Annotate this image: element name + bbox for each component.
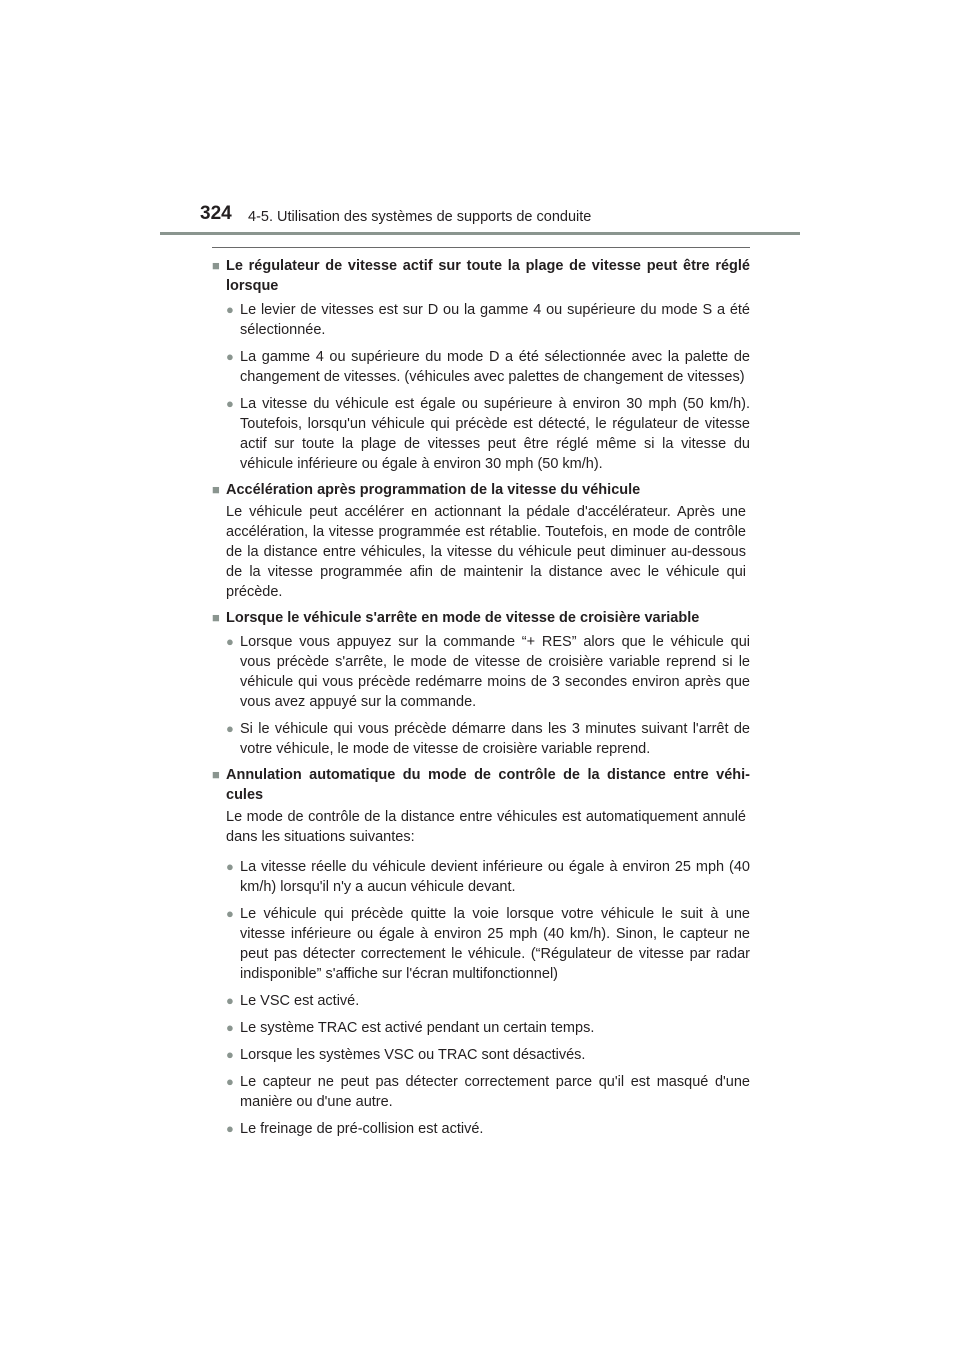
bullet-list <box>212 632 754 759</box>
section-heading-text: Accélération après programmation de la vitesse du véhicule <box>226 482 641 498</box>
page-header <box>0 0 960 240</box>
square-bullet-icon: ■ <box>212 610 220 625</box>
list-item-text: Lorsque les systèmes VSC ou TRAC sont désactivés. <box>240 1047 586 1063</box>
page-number: 324 <box>200 203 232 224</box>
round-bullet-icon: ● <box>226 1121 234 1136</box>
bullet-list <box>212 857 754 1139</box>
section-heading-text: Lorsque le véhicule s'arrête en mode de vitesse de croisière variable <box>226 610 700 626</box>
round-bullet-icon: ● <box>226 721 234 736</box>
list-item <box>212 1045 754 1065</box>
list-item-text: Le système TRAC est activé pendant un certain temps. <box>240 1020 595 1036</box>
section-heading <box>212 765 754 805</box>
round-bullet-icon: ● <box>226 302 234 317</box>
round-bullet-icon: ● <box>226 396 234 411</box>
list-item <box>212 1072 754 1112</box>
list-item <box>212 632 754 712</box>
list-item <box>212 347 754 387</box>
list-item-text: Le levier de vitesses est sur D ou la gamme 4 ou supérieure du mode S a été sélectionnée. <box>240 302 750 338</box>
list-item <box>212 991 754 1011</box>
list-item-text: Le capteur ne peut pas détecter correctement parce qu'il est masqué d'une manière ou d'une autre. <box>240 1074 750 1110</box>
list-item-text: Le freinage de pré-collision est activé. <box>240 1121 484 1137</box>
round-bullet-icon: ● <box>226 634 234 649</box>
list-item <box>212 394 754 474</box>
header-rule <box>160 232 800 235</box>
square-bullet-icon: ■ <box>212 767 220 782</box>
list-item-text: Le véhicule qui précède quitte la voie lorsque votre véhicule le suit à une vitesse inférieure ou égale à environ 25 mph (40 km/h). Sinon, le capteur ne peut pas détecter correctement le véhicule. (“Régulateur de vitesse par radar indisponible” s'affiche sur l'écran multifonctionnel) <box>240 906 750 982</box>
square-bullet-icon: ■ <box>212 482 220 497</box>
list-item <box>212 719 754 759</box>
list-item-text: Le VSC est activé. <box>240 993 360 1009</box>
list-item <box>212 300 754 340</box>
list-item <box>212 1119 754 1139</box>
document-body <box>212 256 754 1145</box>
list-item <box>212 1018 754 1038</box>
bullet-list <box>212 300 754 474</box>
section <box>212 480 754 602</box>
section-heading <box>212 608 754 628</box>
section-paragraph: Le véhicule peut accélérer en actionnant la pédale d'accélérateur. Après une accélération, la vitesse programmée est rétablie. Toutefois, en mode de contrôle de la distance entre véhicules, la vitesse du véhicule peut diminuer au-dessous de la vitesse programmée afin de maintenir la distance avec le véhicule qui précède. <box>226 504 746 600</box>
round-bullet-icon: ● <box>226 1047 234 1062</box>
section-heading-text: Annulation automatique du mode de contrôle de la distance entre véhi-cules <box>226 767 750 803</box>
section-heading <box>212 480 754 500</box>
round-bullet-icon: ● <box>226 993 234 1008</box>
round-bullet-icon: ● <box>226 1074 234 1089</box>
round-bullet-icon: ● <box>226 1020 234 1035</box>
list-item <box>212 904 754 984</box>
list-item-text: La vitesse du véhicule est égale ou supérieure à environ 30 mph (50 km/h). Toutefois, lorsqu'un véhicule qui précède est détecté, le régulateur de vitesse actif sur toute la plage de vitesses peut être réglé même si la vitesse du véhicule inférieure ou égale à environ 30 mph (50 km/h). <box>240 396 750 472</box>
section-heading <box>212 256 754 296</box>
list-item-text: Si le véhicule qui vous précède démarre dans les 3 minutes suivant l'arrêt de votre véhicule, le mode de vitesse de croisière variable reprend. <box>240 721 750 757</box>
section-heading-text: Le régulateur de vitesse actif sur toute la plage de vitesse peut être réglé lorsque <box>226 258 750 294</box>
section-paragraph: Le mode de contrôle de la distance entre véhicules est automatiquement annulé dans les situations suivantes: <box>226 809 746 845</box>
round-bullet-icon: ● <box>226 906 234 921</box>
content-divider <box>212 247 750 248</box>
square-bullet-icon: ■ <box>212 258 220 273</box>
section <box>212 256 754 474</box>
section <box>212 608 754 759</box>
list-item-text: La gamme 4 ou supérieure du mode D a été sélectionnée avec la palette de changement de vitesses. (véhicules avec palettes de changement de vitesses) <box>240 349 750 385</box>
list-item-text: Lorsque vous appuyez sur la commande “+ RES” alors que le véhicule qui vous précède s'arrête, le mode de vitesse de croisière variable reprend si le véhicule qui vous précède redémarre moins de 3 secondes environ après que vous avez appuyé sur la commande. <box>240 634 750 710</box>
round-bullet-icon: ● <box>226 859 234 874</box>
round-bullet-icon: ● <box>226 349 234 364</box>
list-item-text: La vitesse réelle du véhicule devient inférieure ou égale à environ 25 mph (40 km/h) lorsqu'il n'y a aucun véhicule devant. <box>240 859 750 895</box>
chapter-title: 4-5. Utilisation des systèmes de supports de conduite <box>248 209 592 225</box>
section <box>212 765 754 1139</box>
list-item <box>212 857 754 897</box>
